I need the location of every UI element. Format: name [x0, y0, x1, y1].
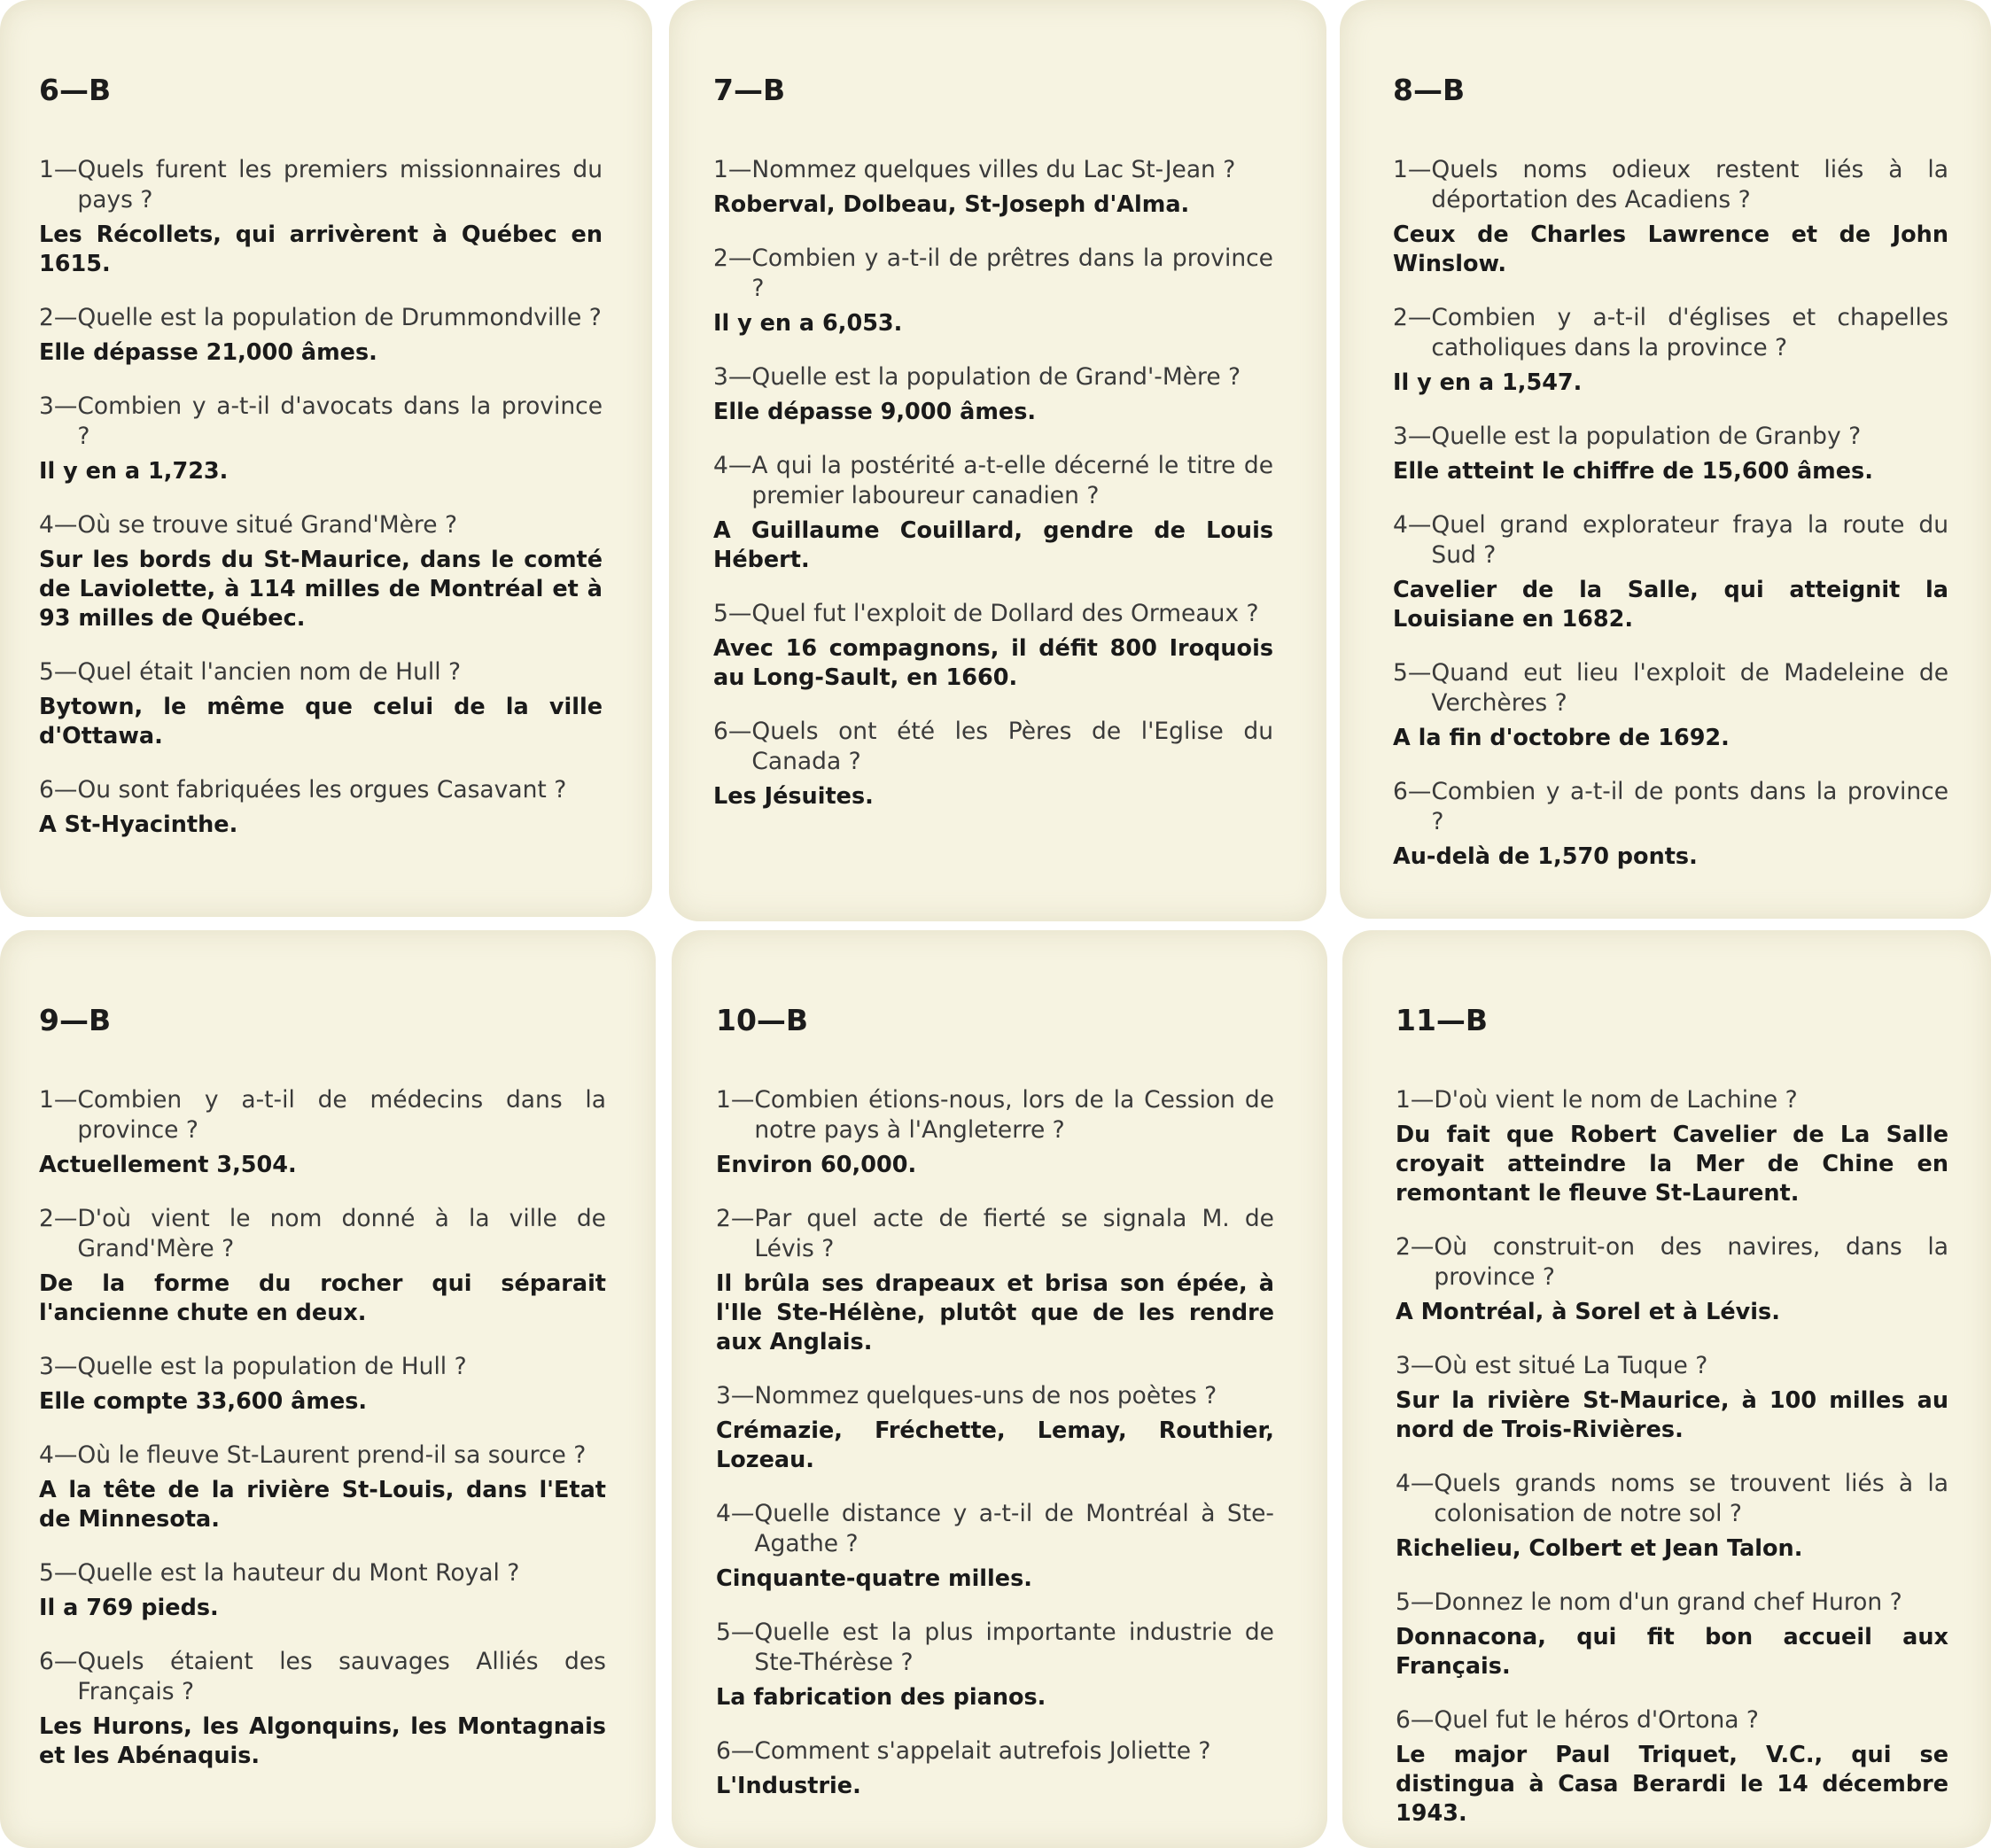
question [1396, 1232, 1948, 1293]
question [1393, 422, 1948, 452]
question-text: Quelle est la population de Grand'-Mère ? [751, 363, 1241, 391]
answer-text: Ceux de Charles Lawrence et de John Winslow. [1393, 221, 1948, 277]
answer-text: Les Hurons, les Algonquins, les Montagnais et les Abénaquis. [39, 1713, 606, 1769]
question-text: Quelle est la hauteur du Mont Royal ? [77, 1559, 520, 1587]
answer-text: Actuellement 3,504. [39, 1152, 297, 1178]
answer-text: Au-delà de 1,570 ponts. [1393, 843, 1698, 870]
question [39, 1440, 606, 1471]
question-number: 5— [39, 658, 78, 686]
question [716, 1736, 1274, 1766]
question-number: 6— [1393, 778, 1432, 805]
question-text: Combien y a-t-il de ponts dans la province ? [1431, 778, 1948, 835]
answer-text: Sur les bords du St-Maurice, dans le comté de Laviolette, à 114 milles de Montréal et à 93 milles de Québec. [39, 547, 603, 632]
question-text: Ou sont fabriquées les orgues Casavant ? [77, 776, 567, 804]
question-text: Quelle est la population de Drummondville ? [77, 304, 602, 331]
answer-text: Elle dépasse 21,000 âmes. [39, 339, 377, 366]
quiz-card-7b [669, 0, 1326, 921]
question-number: 6— [39, 776, 78, 804]
question-text: Où le fleuve St-Laurent prend-il sa source ? [77, 1441, 587, 1469]
question [713, 451, 1273, 511]
question-number: 3— [39, 1353, 78, 1380]
question-item [716, 1499, 1274, 1594]
answer-text: L'Industrie. [716, 1773, 861, 1799]
answer-text: La fabrication des pianos. [716, 1684, 1046, 1711]
answer-text: Sur la rivière St-Maurice, à 100 milles au nord de Trois-Rivières. [1396, 1387, 1948, 1443]
question-text: Quel fut le héros d'Ortona ? [1434, 1706, 1759, 1734]
question-text: Comment s'appelait autrefois Joliette ? [754, 1737, 1211, 1765]
question-number: 3— [716, 1382, 755, 1409]
question-item [716, 1204, 1274, 1357]
question-item [1396, 1351, 1948, 1445]
question-item [1393, 777, 1948, 872]
question-text: Quelle est la plus importante industrie de Ste-Thérèse ? [754, 1619, 1274, 1676]
question-text: A qui la postérité a-t-elle décerné le titre de premier laboureur canadien ? [751, 452, 1273, 509]
answer-text: Elle dépasse 9,000 âmes. [713, 399, 1037, 425]
question-item [1393, 155, 1948, 279]
question-text: Quels noms odieux restent liés à la déportation des Acadiens ? [1431, 156, 1948, 214]
answer-text: A St-Hyacinthe. [39, 811, 238, 838]
question [1396, 1588, 1948, 1618]
question [1396, 1085, 1948, 1115]
question [39, 1204, 606, 1264]
question-number: 3— [1396, 1352, 1435, 1379]
answer-text: Il a 769 pieds. [39, 1595, 219, 1621]
question [713, 362, 1273, 392]
question-item [713, 451, 1273, 575]
question-text: Quelle est la population de Hull ? [77, 1353, 467, 1380]
question-number: 2— [1393, 304, 1432, 331]
question-text: Par quel acte de fierté se signala M. de Lévis ? [754, 1205, 1274, 1262]
question [716, 1085, 1274, 1145]
question-text: Quels furent les premiers missionnaires du pays ? [77, 156, 603, 214]
answer-text: Le major Paul Triquet, V.C., qui se distingua à Casa Berardi le 14 décembre 1943. [1396, 1742, 1948, 1827]
question [713, 244, 1273, 304]
question [39, 657, 603, 687]
answer-text: Cinquante-quatre milles. [716, 1565, 1032, 1592]
question-number: 5— [1396, 1588, 1435, 1616]
question-item [39, 303, 603, 368]
answer-text: Les Récollets, qui arrivèrent à Québec en 1615. [39, 221, 603, 277]
quiz-card-6b [0, 0, 652, 917]
question-text: Quel était l'ancien nom de Hull ? [77, 658, 462, 686]
question-item [39, 1647, 606, 1771]
answer-text: Donnacona, qui fit bon accueil aux Français. [1396, 1624, 1948, 1680]
question-text: Quelle distance y a-t-il de Montréal à Ste-Agathe ? [754, 1500, 1274, 1557]
question-item [39, 1352, 606, 1417]
question-text: Combien y a-t-il de médecins dans la province ? [77, 1086, 606, 1144]
question [1393, 658, 1948, 718]
question [39, 1558, 606, 1588]
question-text: Quelle est la population de Granby ? [1431, 423, 1862, 450]
answer-text: Avec 16 compagnons, il défit 800 Iroquois au Long-Sault, en 1660. [713, 635, 1273, 691]
question-text: Nommez quelques-uns de nos poètes ? [754, 1382, 1217, 1409]
question-number: 6— [1396, 1706, 1435, 1734]
card-title: 7—B [713, 73, 786, 107]
question-item [713, 362, 1273, 427]
question [713, 717, 1273, 777]
question [716, 1204, 1274, 1264]
question-number: 4— [713, 452, 752, 479]
question-item [1393, 303, 1948, 398]
question-text: Où construit-on des navires, dans la province ? [1434, 1233, 1948, 1291]
question-number: 1— [716, 1086, 755, 1114]
question-text: Donnez le nom d'un grand chef Huron ? [1434, 1588, 1902, 1616]
question [39, 775, 603, 805]
question-item [716, 1381, 1274, 1475]
question-item [1393, 510, 1948, 634]
question-number: 4— [716, 1500, 755, 1527]
question-number: 3— [39, 392, 78, 420]
question-number: 1— [39, 156, 78, 183]
question-text: Nommez quelques villes du Lac St-Jean ? [751, 156, 1236, 183]
question [39, 510, 603, 540]
question-text: D'où vient le nom donné à la ville de Grand'Mère ? [77, 1205, 606, 1262]
question-number: 1— [713, 156, 752, 183]
answer-text: Cavelier de la Salle, qui atteignit la Louisiane en 1682. [1393, 577, 1948, 633]
question [713, 155, 1273, 185]
answer-text: A la tête de la rivière St-Louis, dans l'Etat de Minnesota. [39, 1477, 606, 1533]
question [39, 303, 603, 333]
question-item [713, 155, 1273, 220]
question-number: 5— [39, 1559, 78, 1587]
question-item [716, 1736, 1274, 1801]
question-text: Combien y a-t-il d'avocats dans la province ? [77, 392, 603, 450]
question-number: 3— [713, 363, 752, 391]
question-number: 5— [713, 600, 752, 627]
quiz-card-9b [0, 930, 656, 1848]
question-text: Quels étaient les sauvages Alliés des Français ? [77, 1648, 606, 1705]
question-item [39, 1440, 606, 1534]
question-item [1396, 1232, 1948, 1327]
question [716, 1381, 1274, 1411]
question [39, 1647, 606, 1707]
question-number: 2— [1396, 1233, 1435, 1261]
question-number: 2— [39, 304, 78, 331]
question [1393, 155, 1948, 215]
question-number: 5— [1393, 659, 1432, 687]
quiz-card-8b [1340, 0, 1991, 919]
question [716, 1499, 1274, 1559]
question-item [1396, 1705, 1948, 1829]
question [716, 1618, 1274, 1678]
question-number: 1— [1393, 156, 1432, 183]
question-item [1396, 1588, 1948, 1681]
question-number: 6— [39, 1648, 78, 1675]
question-item [713, 599, 1273, 693]
question-item [39, 392, 603, 486]
answer-text: A Guillaume Couillard, gendre de Louis Hébert. [713, 517, 1273, 573]
question-text: D'où vient le nom de Lachine ? [1434, 1086, 1798, 1114]
question-number: 6— [713, 718, 752, 745]
answer-text: Environ 60,000. [716, 1152, 917, 1178]
card-title: 8—B [1393, 73, 1466, 107]
answer-text: Roberval, Dolbeau, St-Joseph d'Alma. [713, 191, 1190, 218]
question [1393, 510, 1948, 571]
answer-text: Du fait que Robert Cavelier de La Salle croyait atteindre la Mer de Chine en remontant le fleuve St-Laurent. [1396, 1122, 1948, 1207]
question [39, 1085, 606, 1145]
question [39, 155, 603, 215]
question-item [39, 1204, 606, 1328]
question-item [713, 717, 1273, 811]
question [1396, 1469, 1948, 1529]
question-text: Quel grand explorateur fraya la route du Sud ? [1431, 511, 1948, 569]
question-text: Quand eut lieu l'exploit de Madeleine de Verchères ? [1431, 659, 1948, 717]
question [1396, 1351, 1948, 1381]
question-text: Où est situé La Tuque ? [1434, 1352, 1708, 1379]
question-text: Quels grands noms se trouvent liés à la colonisation de notre sol ? [1434, 1470, 1948, 1527]
question-item [39, 1085, 606, 1180]
question-item [1396, 1085, 1948, 1208]
question-item [716, 1085, 1274, 1180]
question-item [1393, 658, 1948, 753]
question-number: 2— [713, 245, 752, 272]
answer-text: A la fin d'octobre de 1692. [1393, 725, 1730, 751]
answer-text: Il y en a 1,723. [39, 458, 229, 485]
question-number: 4— [1396, 1470, 1435, 1497]
question-item [39, 657, 603, 751]
question-item [716, 1618, 1274, 1712]
card-title: 10—B [716, 1003, 809, 1037]
card-title: 11—B [1396, 1003, 1489, 1037]
answer-text: A Montréal, à Sorel et à Lévis. [1396, 1299, 1780, 1325]
quiz-card-10b [672, 930, 1327, 1848]
answer-text: Elle compte 33,600 âmes. [39, 1388, 368, 1415]
answer-text: Les Jésuites. [713, 783, 874, 810]
answer-text: Il brûla ses drapeaux et brisa son épée, à l'Ile Ste-Hélène, plutôt que de les rendre aux Anglais. [716, 1270, 1274, 1355]
question-text: Combien y a-t-il de prêtres dans la province ? [751, 245, 1273, 302]
card-title: 9—B [39, 1003, 112, 1037]
question-number: 1— [1396, 1086, 1435, 1114]
question-number: 6— [716, 1737, 755, 1765]
question-text: Combien y a-t-il d'églises et chapelles catholiques dans la province ? [1431, 304, 1948, 361]
question-number: 2— [39, 1205, 78, 1232]
question-number: 1— [39, 1086, 78, 1114]
question-number: 2— [716, 1205, 755, 1232]
question-number: 3— [1393, 423, 1432, 450]
answer-text: Richelieu, Colbert et Jean Talon. [1396, 1535, 1803, 1562]
answer-text: Crémazie, Fréchette, Lemay, Routhier, Lozeau. [716, 1417, 1274, 1473]
question-item [39, 1558, 606, 1623]
question [1393, 777, 1948, 837]
question-item [39, 510, 603, 633]
question-item [39, 155, 603, 279]
question [1393, 303, 1948, 363]
quiz-card-11b [1342, 930, 1991, 1848]
question-text: Combien étions-nous, lors de la Cession de notre pays à l'Angleterre ? [754, 1086, 1274, 1144]
answer-text: Elle atteint le chiffre de 15,600 âmes. [1393, 458, 1873, 485]
question-item [1396, 1469, 1948, 1564]
question [1396, 1705, 1948, 1735]
answer-text: Bytown, le même que celui de la ville d'Ottawa. [39, 694, 603, 749]
question-text: Quels ont été les Pères de l'Eglise du Canada ? [751, 718, 1273, 775]
question-item [39, 775, 603, 840]
card-title: 6—B [39, 73, 112, 107]
question [39, 392, 603, 452]
question-text: Où se trouve situé Grand'Mère ? [77, 511, 458, 539]
question-number: 4— [1393, 511, 1432, 539]
question-number: 4— [39, 511, 78, 539]
question-number: 4— [39, 1441, 78, 1469]
question-text: Quel fut l'exploit de Dollard des Ormeaux ? [751, 600, 1259, 627]
question [39, 1352, 606, 1382]
question-item [1393, 422, 1948, 486]
answer-text: Il y en a 1,547. [1393, 369, 1583, 396]
question-number: 5— [716, 1619, 755, 1646]
question-item [713, 244, 1273, 338]
question [713, 599, 1273, 629]
answer-text: Il y en a 6,053. [713, 310, 903, 337]
answer-text: De la forme du rocher qui séparait l'ancienne chute en deux. [39, 1270, 606, 1326]
